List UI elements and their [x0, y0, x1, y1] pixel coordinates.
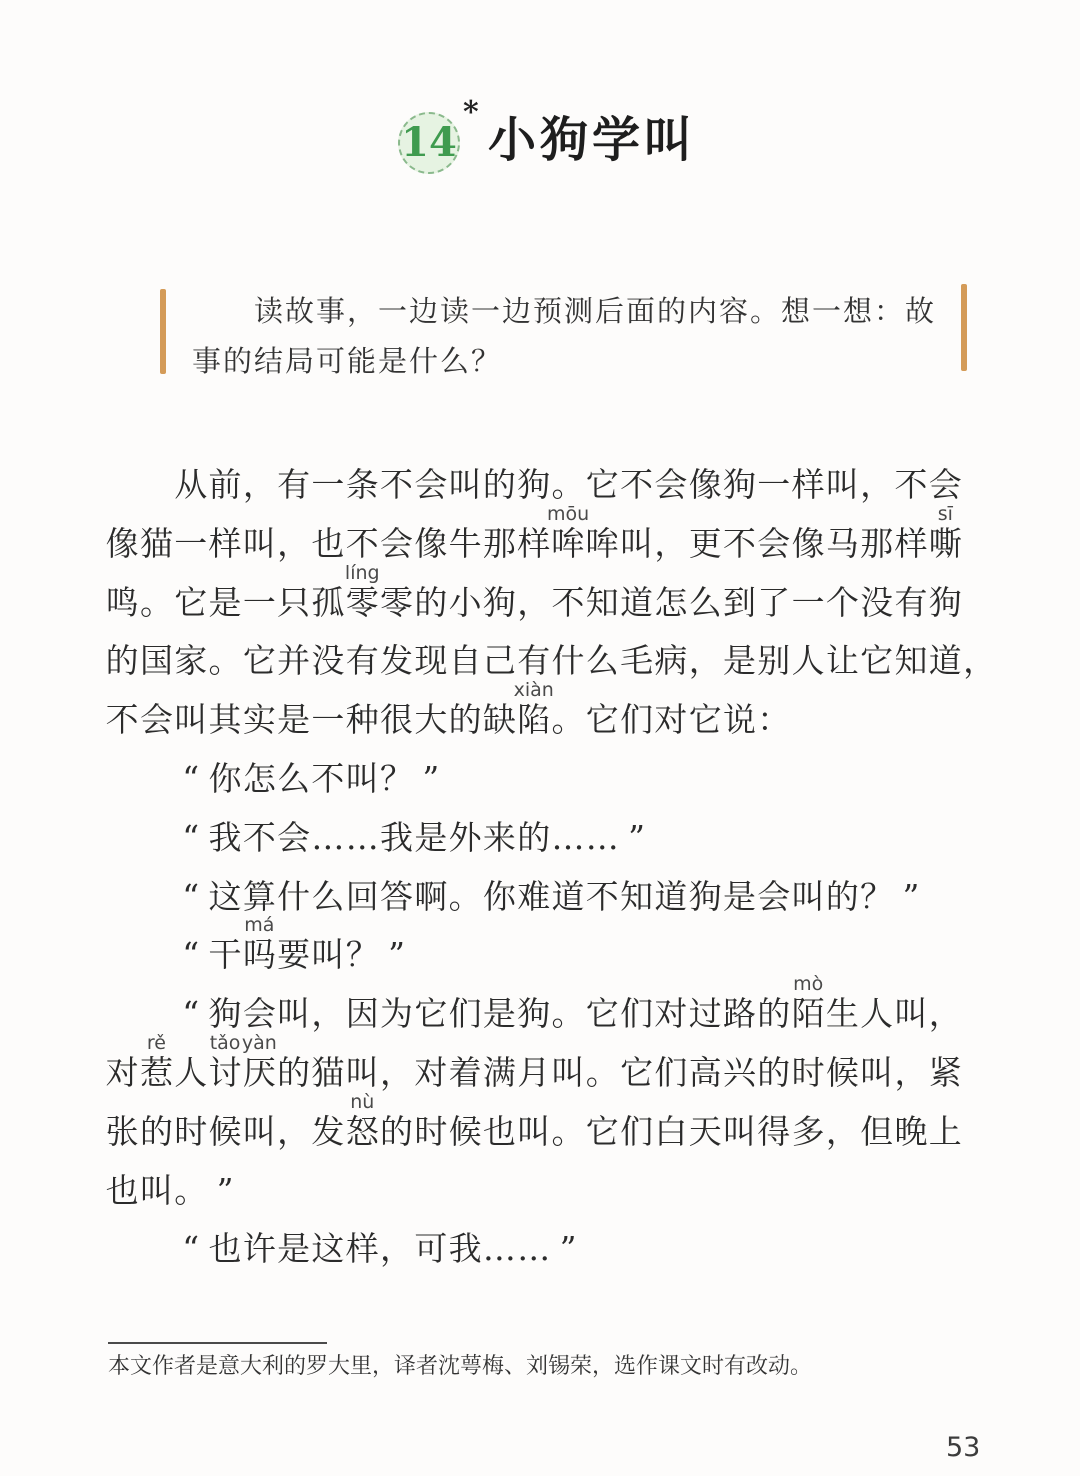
page-number: 53: [946, 1432, 981, 1463]
text-line: [105, 1031, 1025, 1097]
text-line-characters: 读故事，一边读一边预测后面的内容。想一想：故: [253, 294, 934, 328]
text-line: [105, 626, 1025, 685]
text-line-characters: “ 狗会叫，因为它们是狗。它们对过路的陌生人叫，: [182, 994, 962, 1034]
lesson-title: 小狗学叫: [488, 112, 697, 168]
text-line: [105, 862, 1025, 921]
text-line: [105, 744, 1025, 803]
pinyin-annotation: tǎo: [209, 1031, 241, 1054]
text-line: [105, 502, 1025, 568]
text-line-characters: “ 你怎么不叫？ ”: [182, 758, 440, 798]
pinyin-annotation: mōu: [546, 502, 590, 525]
text-line: [105, 803, 1025, 862]
pinyin-annotation: líng: [344, 561, 380, 584]
footnote: [108, 1350, 1028, 1384]
reading-tip-box: [160, 284, 967, 384]
pinyin-annotation: má: [244, 914, 275, 937]
lesson-number-badge: [398, 112, 460, 174]
text-line: [105, 914, 1025, 979]
footnote-divider: [108, 1342, 327, 1344]
pinyin-annotation: rě: [146, 1031, 166, 1054]
pinyin-annotation: yàn: [241, 1031, 277, 1054]
self-study-asterisk: *: [463, 95, 479, 130]
text-line-characters: 的国家。它并没有发现自己有什么毛病，是别人让它知道，: [105, 641, 997, 681]
text-line-characters: 不会叫其实是一种很大的缺陷。它们对它说：: [105, 700, 791, 740]
text-line-characters: 从前，有一条不会叫的狗。它不会像狗一样叫，不会: [174, 465, 962, 504]
text-line: [108, 1350, 1028, 1384]
text-line-characters: “ 我不会……我是外来的…… ”: [182, 817, 646, 857]
pinyin-annotation: mò: [793, 973, 824, 996]
text-line-characters: 张的时候叫，发怒的时候也叫。它们白天叫得多，但晚上: [105, 1111, 962, 1151]
text-line-characters: “ 这算什么回答啊。你难道不知道狗是会叫的？ ”: [182, 876, 920, 916]
text-line-characters: 像猫一样叫，也不会像牛那样哞哞叫，更不会像马那样嘶: [105, 523, 962, 563]
text-line-characters: “ 干吗要叫？ ”: [182, 935, 405, 975]
text-line: [105, 1214, 1025, 1273]
lesson-body-text: [105, 450, 1025, 1273]
pinyin-annotation: xiàn: [513, 679, 554, 702]
text-line-characters: “ 也许是这样，可我…… ”: [182, 1229, 577, 1269]
text-line-characters: 事的结局可能是什么？: [191, 344, 500, 378]
text-line: [105, 1090, 1025, 1156]
text-line-characters: 鸣。它是一只孤零零的小狗，不知道怎么到了一个没有狗: [105, 582, 962, 622]
lesson-number: 14: [401, 119, 457, 166]
text-line: [105, 450, 1025, 509]
text-line: [105, 679, 1025, 744]
pinyin-annotation: sī: [937, 502, 953, 525]
text-line: [105, 973, 1025, 1038]
text-line-characters: 本文作者是意大利的罗大里，译者沈萼梅、刘锡荣，选作课文时有改动。: [108, 1354, 813, 1379]
tip-left-bar: [160, 289, 166, 374]
text-line-characters: 对惹人讨厌的猫叫，对着满月叫。它们高兴的时候叫，紧: [105, 1052, 962, 1092]
text-line: [105, 1156, 1025, 1215]
pinyin-annotation: nù: [350, 1090, 375, 1113]
tip-right-bar: [961, 284, 967, 371]
text-line-characters: 也叫。 ”: [105, 1170, 234, 1210]
text-line: [105, 561, 1025, 627]
